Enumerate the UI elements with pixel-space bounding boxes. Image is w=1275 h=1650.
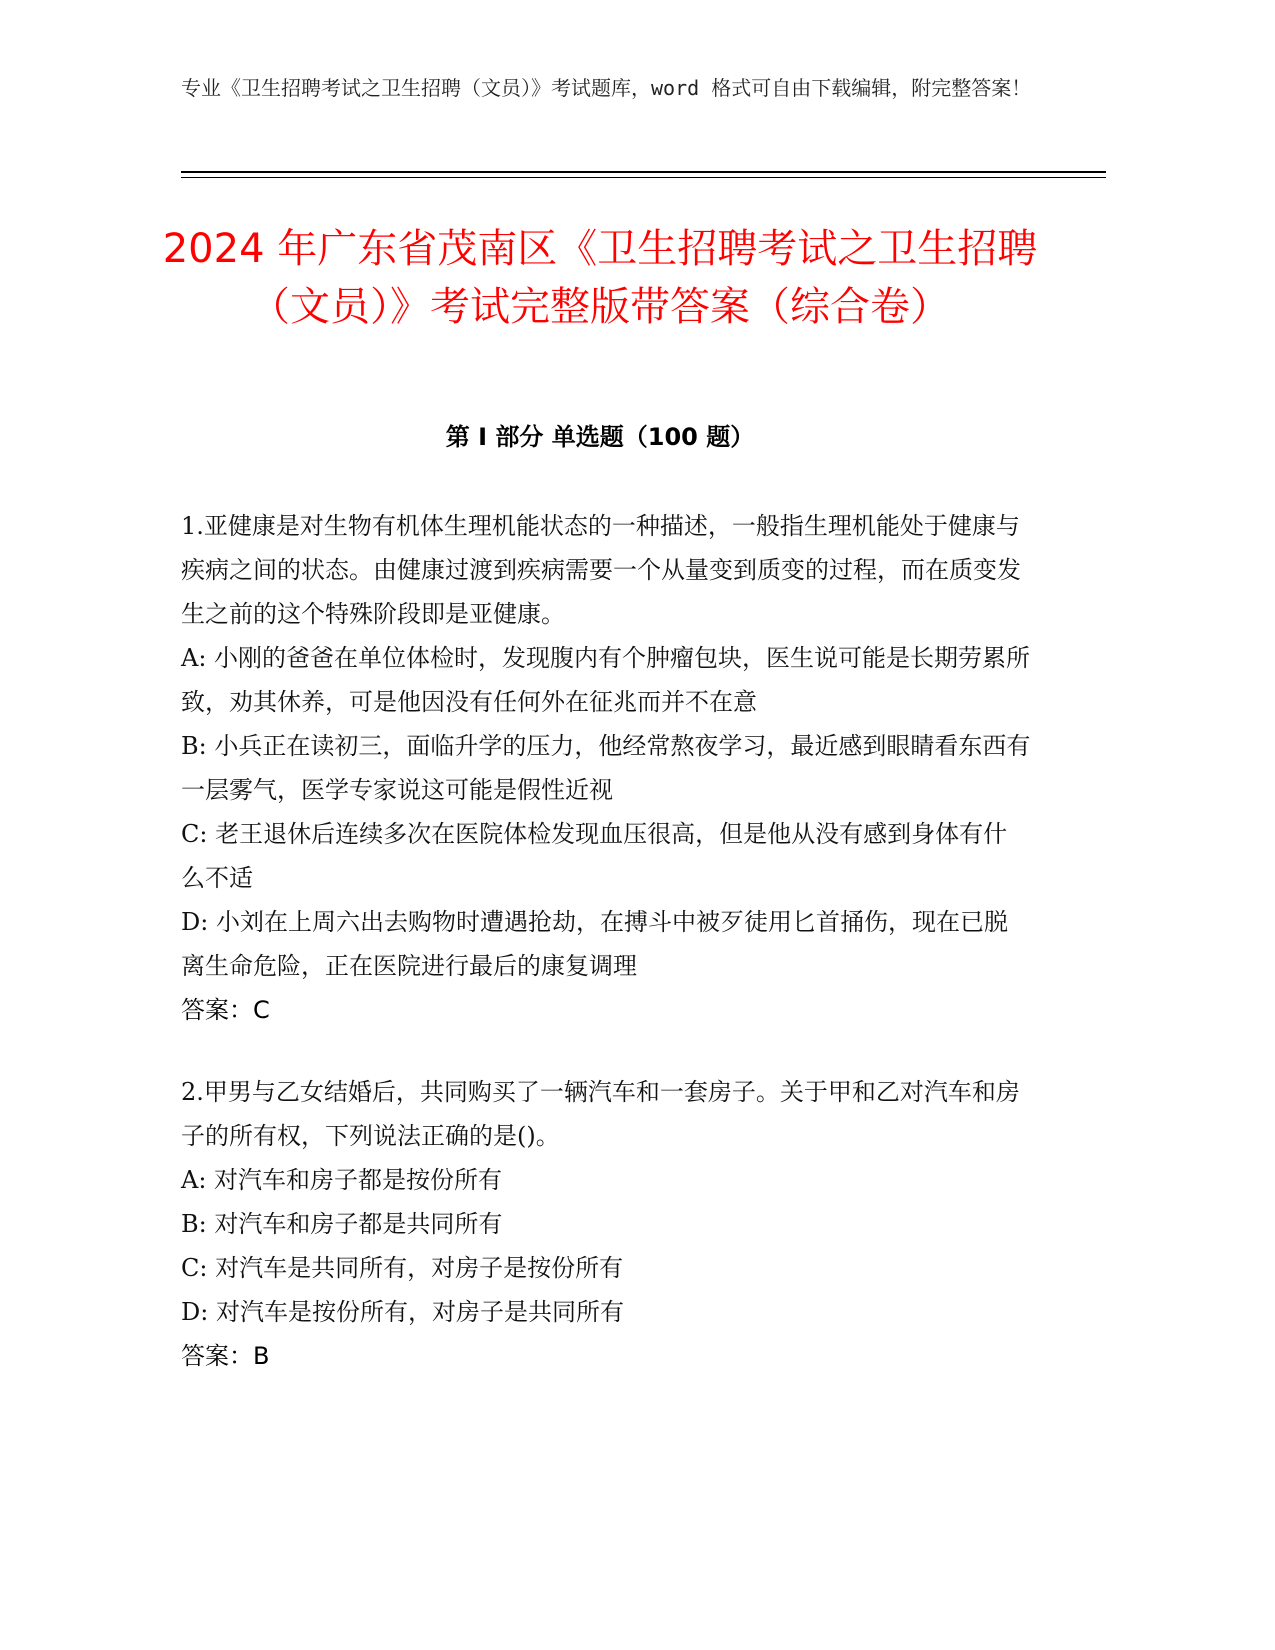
option-b: B: 小兵正在读初三，面临升学的压力，他经常熬夜学习，最近感到眼睛看东西有一层雾气，医学专家说这可能是假性近视 (181, 732, 1031, 804)
question-1 (181, 504, 1031, 1032)
header-divider-thin (181, 177, 1106, 178)
document-title: 2024 年广东省茂南区《卫生招聘考试之卫生招聘（文员）》考试完整版带答案（综合卷） (162, 226, 1038, 330)
option-b: B: 对汽车和房子都是共同所有 (181, 1210, 503, 1238)
option-a: A: 小刚的爸爸在单位体检时，发现腹内有个肿瘤包块，医生说可能是长期劳累所致，劝其休养，可是他因没有任何外在征兆而并不在意 (181, 644, 1031, 716)
header-note: 专业《卫生招聘考试之卫生招聘（文员）》考试题库，word 格式可自由下载编辑，附完整答案！ (181, 76, 1032, 100)
question-2 (181, 1070, 1031, 1378)
question-stem: 2.甲男与乙女结婚后，共同购买了一辆汽车和一套房子。关于甲和乙对汽车和房子的所有权，下列说法正确的是()。 (181, 1078, 1020, 1150)
question-stem: 1.亚健康是对生物有机体生理机能状态的一种描述，一般指生理机能处于健康与疾病之间的状态。由健康过渡到疾病需要一个从量变到质变的过程，而在质变发生之前的这个特殊阶段即是亚健康。 (181, 512, 1021, 628)
option-a: A: 对汽车和房子都是按份所有 (181, 1166, 503, 1194)
header-divider-thick (181, 171, 1106, 173)
option-c: C: 对汽车是共同所有，对房子是按份所有 (181, 1254, 624, 1282)
answer: 答案：B (181, 1342, 270, 1370)
option-d: D: 小刘在上周六出去购物时遭遇抢劫，在搏斗中被歹徒用匕首捅伤，现在已脱离生命危险，正在医院进行最后的康复调理 (181, 908, 1008, 980)
option-d: D: 对汽车是按份所有，对房子是共同所有 (181, 1298, 624, 1326)
section-title: 第 I 部分 单选题（100 题） (445, 423, 755, 451)
answer: 答案：C (181, 996, 270, 1024)
option-c: C: 老王退休后连续多次在医院体检发现血压很高，但是他从没有感到身体有什么不适 (181, 820, 1008, 892)
